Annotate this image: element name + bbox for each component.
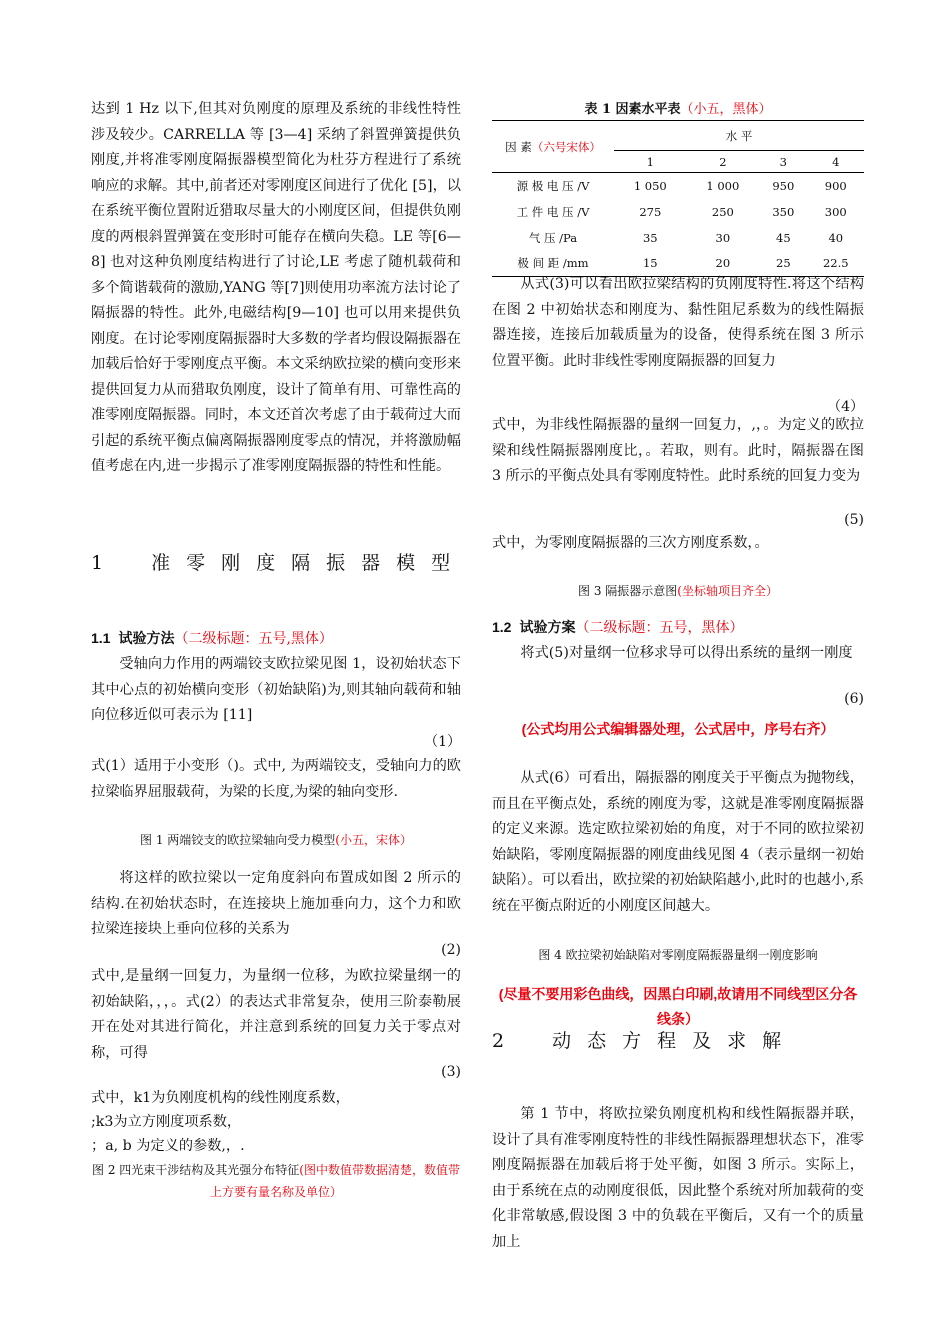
figure-3-note: (坐标轴项目齐全） (677, 584, 778, 598)
table-row: 源 极 电 压 /V 1 050 1 000 950 900 (492, 173, 864, 199)
figure-3-caption: 图 3 隔振器示意图(坐标轴项目齐全） (578, 584, 778, 598)
subsection-1-2-number: 1.2 (492, 619, 512, 635)
section-2-number: 2 (492, 1030, 521, 1052)
paragraph-1-1-e2: ;k3为立方刚度项系数， (91, 1114, 242, 1130)
paragraph-r2: 式中，为非线性隔振器的量纲一回复力，,，。为定义的欧拉梁和线性隔振器刚度比，。若取，则有。此时，隔振器在图 3 所示的平衡点处具有零刚度特性。此时系统的回复力变为 (492, 417, 864, 484)
factor-level-table (492, 120, 864, 277)
paragraph-1-1-b: 式(1）适用于小变形（)。式中, 为两端铰支，受轴向力的欧拉梁临界屈服载荷，为梁的长度,为梁的轴向变形. (91, 758, 461, 800)
paragraph-1-1-e3: ；a, b 为定义的参数,，. (91, 1138, 245, 1154)
paragraph-r3: 式中，为零刚度隔振器的三次方刚度系数，。 (492, 535, 769, 551)
section-2-title: 动态方程及求解 (552, 1030, 798, 1052)
table-factor-note: （六号宋体） (531, 139, 601, 154)
equation-2-number: (2) (441, 942, 461, 958)
section-1-title: 准零刚度隔振器模型 (151, 552, 467, 574)
table-1-note: （小五，黑体） (680, 102, 772, 117)
paragraph-1-1-a: 受轴向力作用的两端铰支欧拉梁见图 1，设初始状态下其中心点的初始横向变形（初始缺陷)为,则其轴向载荷和轴向位移近似可表示为 [11] (91, 656, 461, 723)
section-1-number: 1 (91, 552, 120, 574)
formula-format-note: (公式均用公式编辑器处理，公式居中，序号右齐） (521, 721, 835, 737)
table-level-4: 4 (832, 154, 840, 169)
subsection-1-1-heading (91, 628, 333, 648)
subsection-1-1-number: 1.1 (91, 630, 111, 646)
table-row: 气 压 /Pa 35 30 45 40 (528, 230, 844, 245)
subsection-1-2-note: （二级标题：五号，黑体） (575, 620, 744, 636)
paragraph-1-1-d: 式中,是量纲一回复力，为量纲一位移，为欧拉梁量纲一的初始缺陷，，，。式(2）的表达式非常复杂，使用三阶泰勒展开在处对其进行简化，并注意到系统的回复力关于零点对称，可得 (91, 968, 461, 1061)
subsection-1-1-note: （二级标题：五号,黑体） (174, 631, 333, 647)
figure-1-caption: 图 1 两端铰支的欧拉梁轴向受力模型(小五，宋体） (140, 833, 412, 847)
table-level-2: 2 (719, 154, 727, 169)
subsection-1-2-heading (492, 617, 743, 637)
figure-1-note: (小五，宋体） (335, 833, 412, 847)
equation-1-number: （1） (424, 734, 461, 750)
paragraph-r4: 将式(5)对量纲一位移求导可以得出系统的量纲一刚度 (520, 645, 853, 661)
table-level-header: 水 平 (614, 121, 864, 151)
table-1-title: 表 1 因素水平表（小五，黑体） (584, 102, 772, 117)
section-1-heading (91, 548, 466, 575)
subsection-1-2-title: 试验方案 (519, 620, 576, 636)
table-factor-header: 因 素（六号宋体） (505, 139, 601, 154)
paragraph-r5: 从式(6）可看出，隔振器的刚度关于平衡点为抛物线，而且在平衡点处，系统的刚度为零，这就是准零刚度隔振器的定义来源。选定欧拉梁初始的角度，对于不同的欧拉梁初始缺陷，零刚度隔振器的刚度曲线见图 4（表示量纲一初始缺陷）。可以看出，欧拉梁的初始缺陷越小,此时的也越小,系统在平衡点附近的小刚度区间越大。 (492, 770, 864, 914)
subsection-1-1-title: 试验方法 (118, 631, 175, 647)
table-row: 极 间 距 /mm 15 20 25 22.5 (492, 251, 864, 277)
paragraph-r6: 第 1 节中，将欧拉梁负刚度机构和线性隔振器并联，设计了具有准零刚度特性的非线性隔振器理想状态下，准零刚度隔振器在加载后将于处平衡，如图 3 所示。实际上，由于系统在点的动刚度很低，因此整个系统对所加载荷的变化非常敏感,假设图 3 中的负载在平衡后，又有一个的质量加上 (492, 1106, 864, 1250)
figure-2-caption: 图 2 四光束干涉结构及其光强分布特征(图中数值带数据清楚，数值带上方要有量名称及单位） (92, 1163, 460, 1199)
equation-4-number: （4） (827, 399, 864, 415)
equation-6-number: (6) (844, 691, 864, 707)
table-level-1: 1 (646, 154, 654, 169)
figure-2-note: (图中数值带数据清楚，数值带上方要有量名称及单位） (209, 1163, 460, 1199)
paragraph-r1: 从式(3)可以看出欧拉梁结构的负刚度特性.将这个结构在图 2 中初始状态和刚度为、黏性阻尼系数为的线性隔振器连接，连接后加载质量为的设备，使得系统在图 3 所示位置平衡。此时非线性零刚度隔振器的回复力 (492, 276, 864, 369)
figure-4-caption: 图 4 欧拉梁初始缺陷对零刚度隔振器量纲一刚度影响 (538, 948, 818, 962)
table-level-3: 3 (779, 154, 787, 169)
paragraph-1-1-e1: 式中，k1为负刚度机构的线性刚度系数， (91, 1090, 350, 1106)
equation-3-number: (3) (441, 1064, 461, 1080)
paragraph-1-1-c: 将这样的欧拉梁以一定角度斜向布置成如图 2 所示的结构.在初始状态时，在连接块上施加垂向力，这个力和欧拉梁连接块上垂向位移的关系为 (91, 870, 461, 937)
curve-style-note: (尽量不要用彩色曲线，因黑白印刷,故请用不同线型区分各线条） (498, 986, 858, 1027)
equation-5-number: (5) (844, 512, 864, 528)
section-2-heading (492, 1026, 797, 1053)
table-row: 工 件 电 压 /V 275 250 350 300 (516, 204, 847, 219)
intro-paragraph: 达到 1 Hz 以下,但其对负刚度的原理及系统的非线性特性涉及较少。CARRELLA 等 [3—4] 采纳了斜置弹簧提供负刚度,并将准零刚度隔振器模型简化为杜芬方程进行了系统响应的求解。其中,前者还对零刚度区间进行了优化 [5]，以在系统平衡位置附近猎取尽量大的小刚度区间，但提供负刚度的两根斜置弹簧在变形时可能存在横向失稳。LE 等[6—8] 也对这种负刚度结构进行了讨论,LE 考虑了随机载荷和多个简谐载荷的激励,YANG 等[7]则使用功率流方法讨论了隔振器的特性。此外,电磁结构[9—10] 也可以用来提供负刚度。在讨论零刚度隔振器时大多数的学者均假设隔振器在加载后恰好于零刚度点平衡。本文采纳欧拉梁的横向变形来提供回复力从而猎取负刚度，设计了简单有用、可靠性高的准零刚度隔振器。同时，本文还首次考虑了由于载荷过大而引起的系统平衡点偏离隔振器刚度零点的情况，并将激励幅值考虑在内,进一步揭示了准零刚度隔振器的特性和性能。 (91, 101, 461, 474)
